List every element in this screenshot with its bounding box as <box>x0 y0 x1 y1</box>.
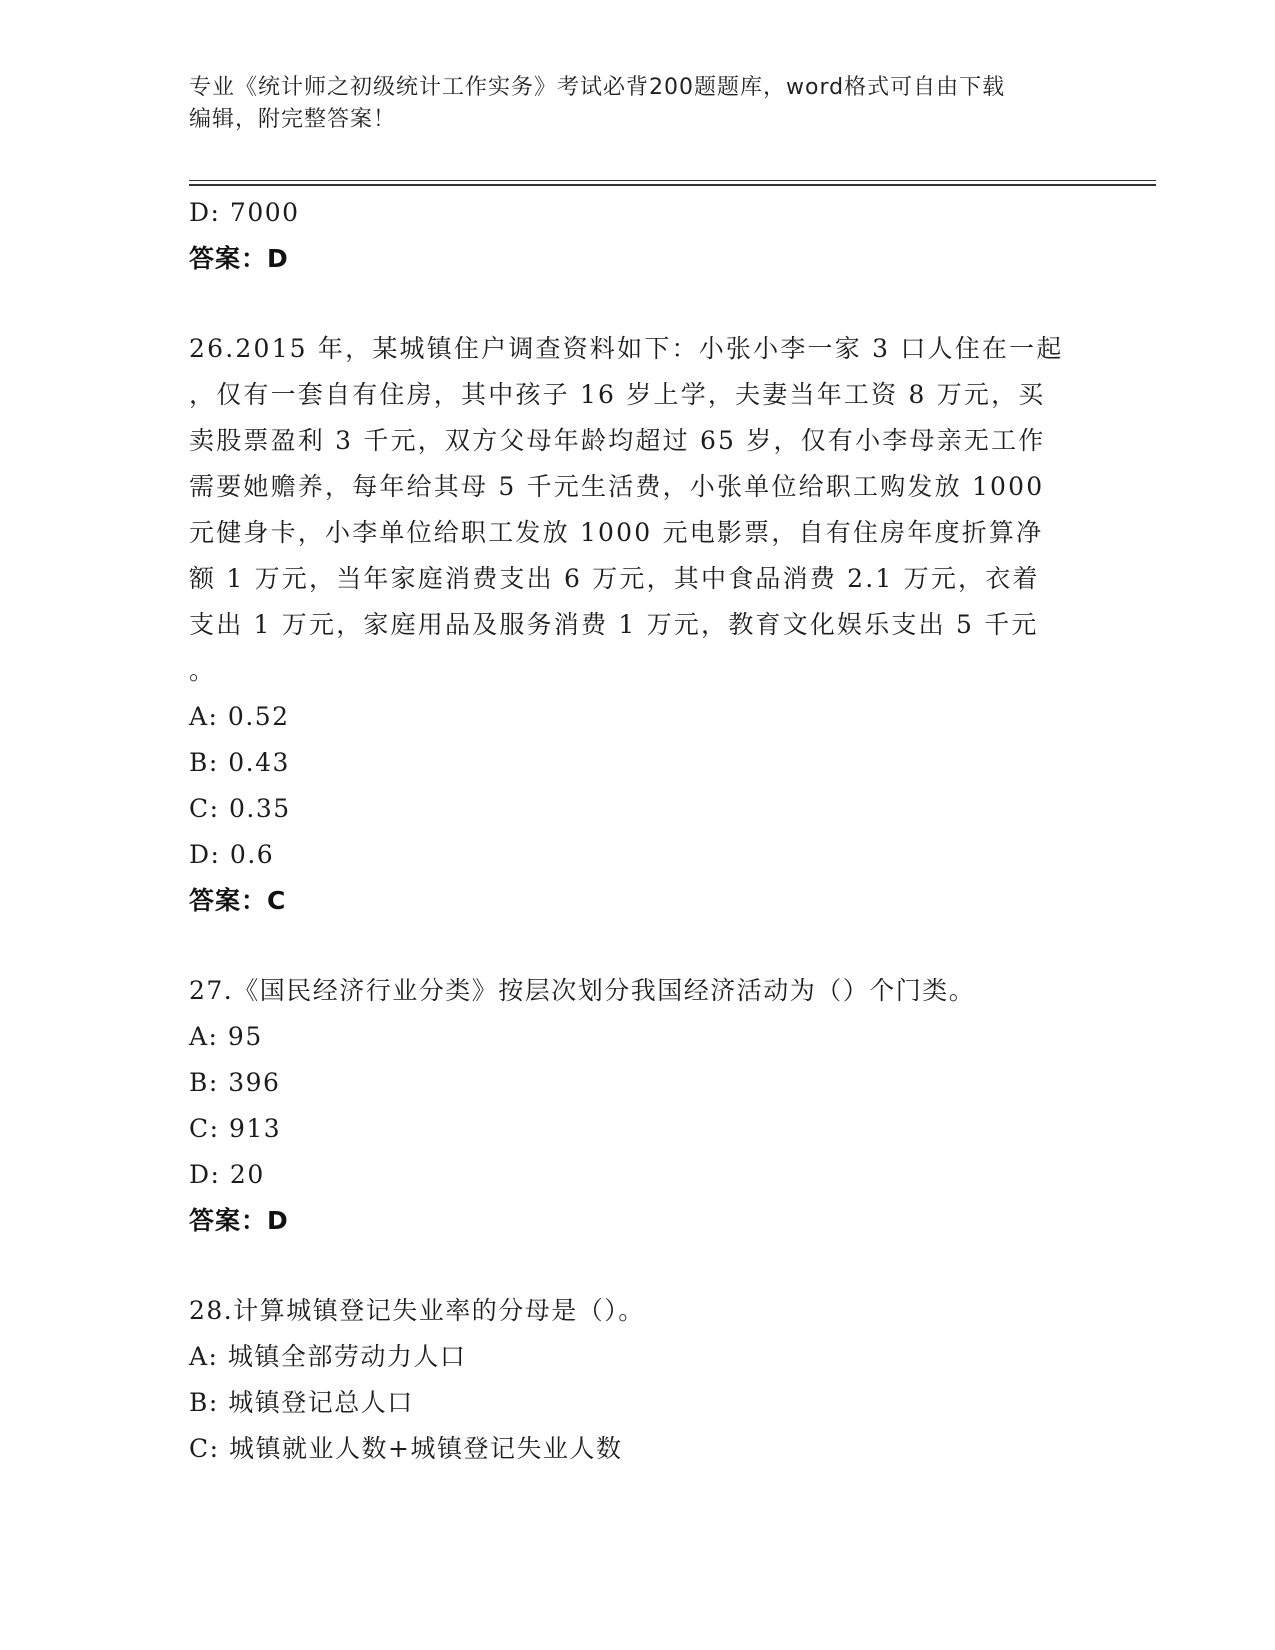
header-divider-thick <box>189 184 1156 186</box>
answer-line: 答案：C <box>189 886 287 915</box>
question-26 <box>189 326 1089 924</box>
previous-question-tail <box>189 190 1089 282</box>
question-text-line: 支出 1 万元，家庭用品及服务消费 1 万元，教育文化娱乐支出 5 千元 <box>189 610 1039 639</box>
option-d: D: 0.6 <box>189 840 275 869</box>
option-c: C: 0.35 <box>189 794 291 823</box>
question-text-line: 额 1 万元，当年家庭消费支出 6 万元，其中食品消费 2.1 万元，衣着 <box>189 564 1040 593</box>
option-a: A: 95 <box>189 1022 263 1051</box>
option-c: C: 913 <box>189 1114 282 1143</box>
question-text-line: 。 <box>189 656 217 685</box>
question-27 <box>189 968 1089 1244</box>
option-a: A: 0.52 <box>189 702 290 731</box>
spacer <box>189 1244 1089 1288</box>
option-a: A: 城镇全部劳动力人口 <box>189 1342 467 1371</box>
question-28 <box>189 1288 1089 1472</box>
option-d: D: 20 <box>189 1160 265 1189</box>
question-text-line: 26.2015 年，某城镇住户调查资料如下：小张小李一家 3 口人住在一起 <box>189 334 1064 363</box>
question-text-line: 卖股票盈利 3 千元，双方父母年龄均超过 65 岁，仅有小李母亲无工作 <box>189 426 1046 455</box>
question-26-text <box>189 326 1089 694</box>
question-text-line: ，仅有一套自有住房，其中孩子 16 岁上学，夫妻当年工资 8 万元，买 <box>189 380 1046 409</box>
option-b: B: 0.43 <box>189 748 290 777</box>
option-c: C: 城镇就业人数+城镇登记失业人数 <box>189 1434 623 1463</box>
document-header <box>189 72 1089 136</box>
question-list <box>189 190 1089 1472</box>
header-title-line-2: 编辑，附完整答案！ <box>189 107 397 132</box>
answer-line: 答案：D <box>189 1206 289 1235</box>
header-divider-thin <box>189 180 1156 181</box>
spacer <box>189 282 1089 326</box>
option-d: D: 7000 <box>189 198 300 227</box>
question-28-text: 28.计算城镇登记失业率的分母是（）。 <box>189 1296 645 1325</box>
option-b: B: 城镇登记总人口 <box>189 1388 414 1417</box>
question-text-line: 元健身卡，小李单位给职工发放 1000 元电影票，自有住房年度折算净 <box>189 518 1044 547</box>
header-title-line-1: 专业《统计师之初级统计工作实务》考试必背200题题库，word格式可自由下载 <box>189 75 1006 100</box>
answer-line: 答案：D <box>189 244 289 273</box>
question-27-text: 27.《国民经济行业分类》按层次划分我国经济活动为（）个门类。 <box>189 976 976 1005</box>
option-b: B: 396 <box>189 1068 281 1097</box>
spacer <box>189 924 1089 968</box>
question-text-line: 需要她赡养，每年给其母 5 千元生活费，小张单位给职工购发放 1000 <box>189 472 1045 501</box>
